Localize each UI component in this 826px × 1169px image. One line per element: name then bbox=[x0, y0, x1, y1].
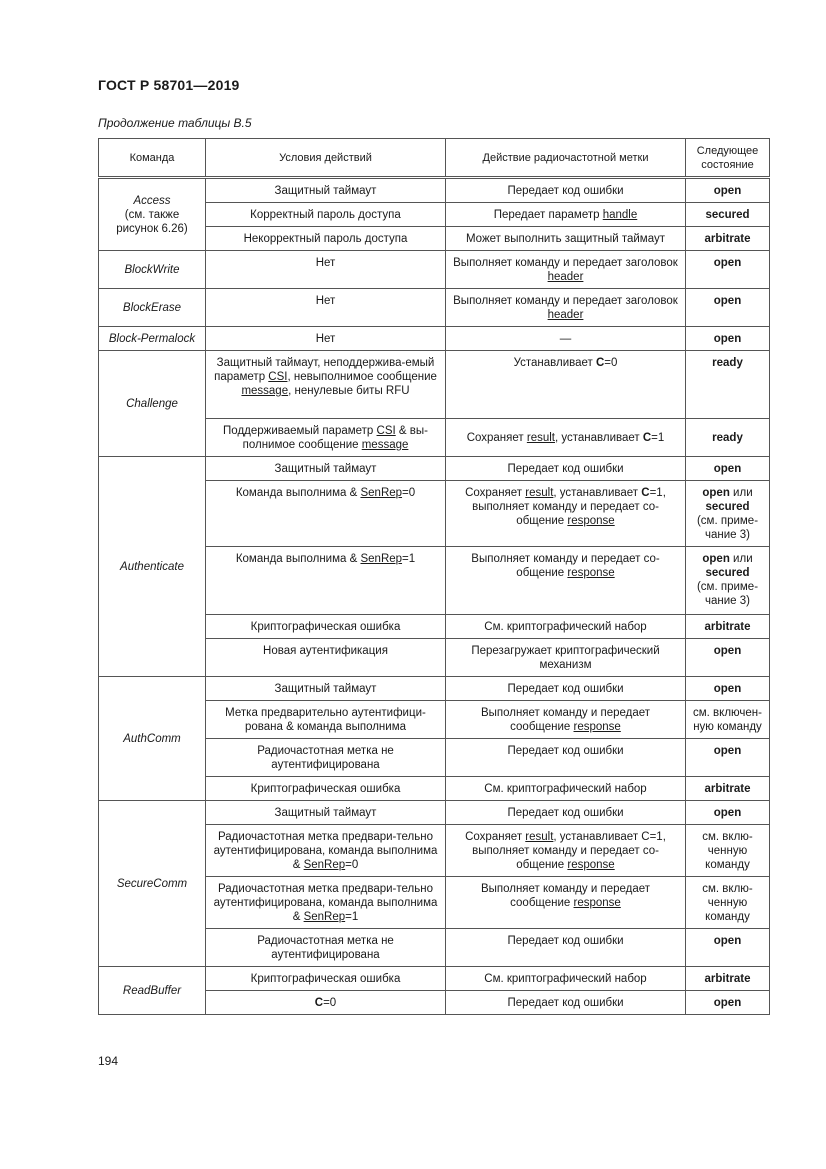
param-message: message bbox=[241, 385, 289, 397]
action-cell bbox=[446, 203, 686, 227]
condition-cell bbox=[206, 419, 446, 457]
param-csi: CSI bbox=[268, 371, 288, 383]
condition-cell: Некорректный пароль доступа bbox=[206, 227, 446, 251]
next-state-cell: open bbox=[686, 178, 770, 203]
next-state-cell: см. вклю-ченную команду bbox=[686, 825, 770, 877]
param-result: result bbox=[525, 831, 554, 843]
command-block-permalock: Block-Permalock bbox=[99, 327, 206, 351]
action-cell bbox=[446, 877, 686, 929]
next-state-cell bbox=[686, 547, 770, 615]
next-state-cell: open bbox=[686, 639, 770, 677]
command-note: (см. также рисунок 6.26) bbox=[116, 209, 188, 235]
action-cell: Передает код ошибки bbox=[446, 801, 686, 825]
state-or: или bbox=[729, 487, 753, 499]
condition-cell: Радиочастотная метка не аутентифицирована bbox=[206, 929, 446, 967]
condition-cell bbox=[206, 991, 446, 1015]
action-cell bbox=[446, 251, 686, 289]
condition-text: , невыполнимое сообщение bbox=[287, 371, 437, 383]
action-text: Сохраняет bbox=[466, 432, 527, 444]
next-state-cell: secured bbox=[686, 203, 770, 227]
document-header: ГОСТ Р 58701—2019 bbox=[98, 77, 240, 93]
column-header-next-state: Следующее состояние bbox=[686, 139, 770, 178]
action-cell: См. криптографический набор bbox=[446, 777, 686, 801]
next-state-cell: см. включен-ную команду bbox=[686, 701, 770, 739]
next-state-cell: open bbox=[686, 929, 770, 967]
table-row bbox=[99, 967, 770, 991]
action-cell: Передает код ошибки bbox=[446, 929, 686, 967]
next-state-cell bbox=[686, 481, 770, 547]
next-state-cell: open bbox=[686, 739, 770, 777]
param-header: header bbox=[547, 309, 584, 321]
condition-text: =1 bbox=[402, 553, 416, 565]
condition-text: & вы-полнимое сообщение bbox=[242, 425, 428, 451]
column-header-conditions: Условия действий bbox=[206, 139, 446, 178]
command-blockwrite: BlockWrite bbox=[99, 251, 206, 289]
condition-cell: Защитный таймаут bbox=[206, 457, 446, 481]
command-securecomm: SecureComm bbox=[99, 801, 206, 967]
next-state-cell: arbitrate bbox=[686, 967, 770, 991]
param-senrep: SenRep bbox=[303, 911, 346, 923]
condition-text: , ненулевые биты RFU bbox=[288, 385, 410, 397]
action-text: Сохраняет bbox=[465, 487, 526, 499]
param-header: header bbox=[547, 271, 584, 283]
param-response: response bbox=[567, 515, 615, 527]
command-name: Access bbox=[133, 195, 171, 207]
state-secured: secured bbox=[705, 567, 750, 579]
column-header-action: Действие радиочастотной метки bbox=[446, 139, 686, 178]
next-state-cell: open bbox=[686, 457, 770, 481]
condition-cell: Криптографическая ошибка bbox=[206, 777, 446, 801]
param-senrep: SenRep bbox=[360, 487, 403, 499]
next-state-cell: см. вклю-ченную команду bbox=[686, 877, 770, 929]
command-authenticate: Authenticate bbox=[99, 457, 206, 677]
next-state-cell: arbitrate bbox=[686, 227, 770, 251]
action-text: Выполняет команду и передает сообщение bbox=[480, 883, 651, 909]
table-row bbox=[99, 251, 770, 289]
next-state-cell: open bbox=[686, 677, 770, 701]
condition-cell: Защитный таймаут bbox=[206, 178, 446, 203]
action-text: =1 bbox=[651, 432, 665, 444]
state-note: (см. приме-чание 3) bbox=[696, 581, 759, 607]
condition-cell: Радиочастотная метка не аутентифицирована bbox=[206, 739, 446, 777]
param-result: result bbox=[525, 487, 554, 499]
action-cell: Передает код ошибки bbox=[446, 991, 686, 1015]
param-message: message bbox=[361, 439, 409, 451]
action-cell: См. криптографический набор bbox=[446, 615, 686, 639]
condition-text: Команда выполнима & bbox=[235, 487, 361, 499]
param-result: result bbox=[526, 432, 555, 444]
action-text: Выполняет команду и передает со-общение bbox=[471, 553, 660, 579]
condition-text: Радиочастотная метка предвари-тельно аутентифицирована, команда выполнима & bbox=[213, 831, 438, 871]
action-cell bbox=[446, 701, 686, 739]
table-row bbox=[99, 457, 770, 481]
action-cell: — bbox=[446, 327, 686, 351]
condition-cell: Защитный таймаут bbox=[206, 801, 446, 825]
table-header-row bbox=[99, 139, 770, 178]
condition-cell bbox=[206, 481, 446, 547]
state-secured: secured bbox=[705, 501, 750, 513]
next-state-cell: open bbox=[686, 801, 770, 825]
action-cell: См. криптографический набор bbox=[446, 967, 686, 991]
param-response: response bbox=[573, 897, 621, 909]
next-state-cell: open bbox=[686, 991, 770, 1015]
next-state-cell: open bbox=[686, 327, 770, 351]
state-open: open bbox=[702, 553, 730, 565]
table-row bbox=[99, 351, 770, 419]
page-number: 194 bbox=[98, 1054, 119, 1068]
condition-text: =0 bbox=[402, 487, 416, 499]
param-c: C bbox=[642, 432, 652, 444]
command-authcomm: AuthComm bbox=[99, 677, 206, 801]
param-c: C bbox=[314, 997, 324, 1009]
action-text: =0 bbox=[604, 357, 618, 369]
next-state-cell: ready bbox=[686, 419, 770, 457]
action-cell bbox=[446, 825, 686, 877]
next-state-cell: arbitrate bbox=[686, 777, 770, 801]
action-cell bbox=[446, 419, 686, 457]
action-text: =1, выполняет команду и передает со-общение bbox=[472, 487, 666, 527]
param-c: C bbox=[641, 487, 650, 499]
action-cell bbox=[446, 547, 686, 615]
action-text: , устанавливает bbox=[553, 487, 642, 499]
condition-text: Поддерживаемый параметр bbox=[223, 425, 377, 437]
action-text: , устанавливает C=1, выполняет команду и передает со-общение bbox=[472, 831, 666, 871]
command-readbuffer: ReadBuffer bbox=[99, 967, 206, 1015]
action-cell: Перезагружает криптографический механизм bbox=[446, 639, 686, 677]
action-cell: Может выполнить защитный таймаут bbox=[446, 227, 686, 251]
action-cell: Передает код ошибки bbox=[446, 457, 686, 481]
command-access bbox=[99, 178, 206, 251]
action-cell: Передает код ошибки bbox=[446, 677, 686, 701]
condition-cell: Криптографическая ошибка bbox=[206, 615, 446, 639]
param-senrep: SenRep bbox=[360, 553, 403, 565]
state-or: или bbox=[729, 553, 753, 565]
condition-cell bbox=[206, 547, 446, 615]
condition-cell bbox=[206, 877, 446, 929]
action-cell: Передает код ошибки bbox=[446, 178, 686, 203]
condition-cell bbox=[206, 825, 446, 877]
table-row bbox=[99, 289, 770, 327]
condition-text: Команда выполнима & bbox=[235, 553, 361, 565]
action-cell bbox=[446, 351, 686, 419]
action-text: , устанавливает bbox=[554, 432, 643, 444]
param-response: response bbox=[573, 721, 621, 733]
table-row bbox=[99, 178, 770, 203]
next-state-cell: open bbox=[686, 289, 770, 327]
action-text: Выполняет команду и передает сообщение bbox=[480, 707, 651, 733]
table-caption: Продолжение таблицы В.5 bbox=[98, 116, 252, 130]
table-row bbox=[99, 801, 770, 825]
action-text: Выполняет команду и передает заголовок bbox=[453, 257, 678, 269]
param-response: response bbox=[567, 859, 615, 871]
condition-cell: Метка предварительно аутентифици-рована & команда выполнима bbox=[206, 701, 446, 739]
condition-cell: Нет bbox=[206, 251, 446, 289]
action-text: Передает параметр bbox=[493, 209, 603, 221]
action-text: Выполняет команду и передает заголовок bbox=[453, 295, 678, 307]
table-row bbox=[99, 677, 770, 701]
action-text: Устанавливает bbox=[513, 357, 596, 369]
condition-text: =0 bbox=[345, 859, 359, 871]
param-c: C bbox=[595, 357, 605, 369]
condition-cell: Корректный пароль доступа bbox=[206, 203, 446, 227]
condition-text: =1 bbox=[345, 911, 359, 923]
param-senrep: SenRep bbox=[303, 859, 346, 871]
condition-cell bbox=[206, 351, 446, 419]
condition-cell: Криптографическая ошибка bbox=[206, 967, 446, 991]
action-text: Сохраняет bbox=[465, 831, 526, 843]
action-cell bbox=[446, 481, 686, 547]
condition-cell: Новая аутентификация bbox=[206, 639, 446, 677]
condition-cell: Нет bbox=[206, 289, 446, 327]
next-state-cell: ready bbox=[686, 351, 770, 419]
command-challenge: Challenge bbox=[99, 351, 206, 457]
condition-text: Радиочастотная метка предвари-тельно аутентифицирована, команда выполнима & bbox=[213, 883, 438, 923]
next-state-cell: open bbox=[686, 251, 770, 289]
command-blockerase: BlockErase bbox=[99, 289, 206, 327]
param-csi: CSI bbox=[376, 425, 396, 437]
condition-text: Защитный таймаут, неподдержива-емый параметр bbox=[214, 357, 435, 383]
next-state-cell: arbitrate bbox=[686, 615, 770, 639]
param-response: response bbox=[567, 567, 615, 579]
condition-cell: Нет bbox=[206, 327, 446, 351]
param-handle: handle bbox=[602, 209, 638, 221]
column-header-command: Команда bbox=[99, 139, 206, 178]
action-cell bbox=[446, 289, 686, 327]
table-row bbox=[99, 327, 770, 351]
state-open: open bbox=[702, 487, 730, 499]
action-cell: Передает код ошибки bbox=[446, 739, 686, 777]
condition-text: =0 bbox=[323, 997, 337, 1009]
state-note: (см. приме-чание 3) bbox=[696, 515, 759, 541]
state-transition-table bbox=[98, 138, 770, 1015]
condition-cell: Защитный таймаут bbox=[206, 677, 446, 701]
